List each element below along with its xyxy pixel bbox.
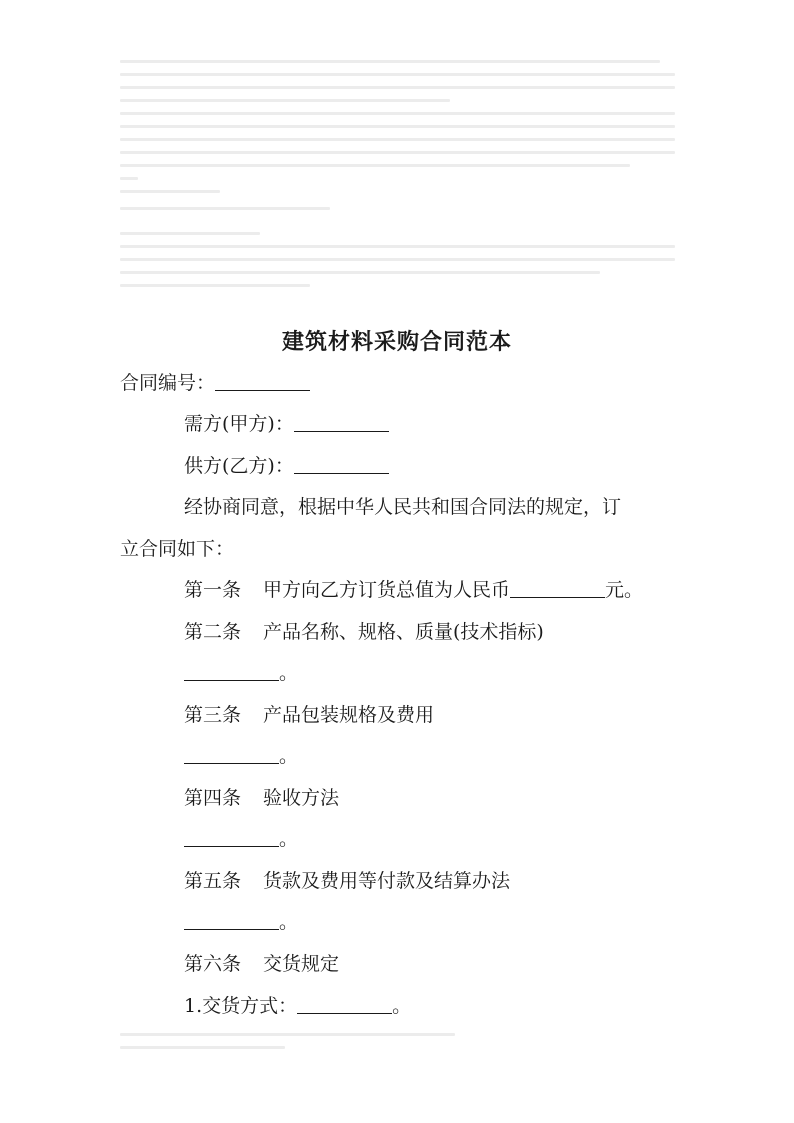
article-4-text: 验收方法 [263, 787, 340, 809]
article-6 [184, 951, 339, 977]
article-4-blank [184, 828, 279, 847]
article-6-text: 交货规定 [263, 953, 340, 975]
article-5-fill [184, 909, 298, 935]
article-1-num: 第一条 [184, 579, 242, 601]
seller-blank [294, 455, 389, 474]
seller-line [184, 453, 389, 479]
article-3-period: 。 [279, 745, 299, 767]
article-5-blank [184, 911, 279, 930]
article-3-fill [184, 743, 298, 769]
seller-label: 供方(乙方)： [184, 455, 294, 477]
contract-number-blank [215, 372, 310, 391]
article-2-period: 。 [279, 662, 299, 684]
buyer-label: 需方(甲方)： [184, 413, 294, 435]
article-3-blank [184, 745, 279, 764]
article-5-period: 。 [279, 911, 299, 933]
faint-text-bottom [120, 1033, 675, 1059]
article-3 [184, 702, 434, 728]
article-2-blank [184, 662, 279, 681]
delivery-method-period: 。 [392, 995, 412, 1017]
article-2-text: 产品名称、规格、质量(技术指标) [263, 621, 544, 643]
contract-number-label: 合同编号： [120, 372, 216, 394]
article-4-period: 。 [279, 828, 299, 850]
delivery-method-line [184, 993, 411, 1019]
page-title: 建筑材料采购合同范本 [281, 329, 512, 355]
article-1 [184, 577, 643, 603]
delivery-method-blank [297, 995, 392, 1014]
contract-number-line [120, 370, 310, 396]
article-6-num: 第六条 [184, 953, 242, 975]
buyer-line [184, 411, 389, 437]
article-5 [184, 868, 510, 894]
article-5-num: 第五条 [184, 870, 242, 892]
buyer-blank [294, 413, 389, 432]
article-4-num: 第四条 [184, 787, 242, 809]
article-3-text: 产品包装规格及费用 [263, 704, 435, 726]
article-3-num: 第三条 [184, 704, 242, 726]
article-1-text: 甲方向乙方订货总值为人民币 [263, 579, 511, 601]
article-1-blank [510, 579, 605, 598]
preamble-line-1: 经协商同意，根据中华人民共和国合同法的规定，订 [184, 496, 622, 518]
preamble-line-2: 立合同如下： [120, 538, 235, 560]
article-2 [184, 619, 544, 645]
article-2-num: 第二条 [184, 621, 242, 643]
article-2-fill [184, 660, 298, 686]
article-1-suffix: 元。 [605, 579, 644, 601]
article-4-fill [184, 826, 298, 852]
article-4 [184, 785, 339, 811]
article-5-text: 货款及费用等付款及结算办法 [263, 870, 511, 892]
delivery-method-label: 1.交货方式： [184, 995, 298, 1017]
faint-text-top [120, 60, 675, 297]
